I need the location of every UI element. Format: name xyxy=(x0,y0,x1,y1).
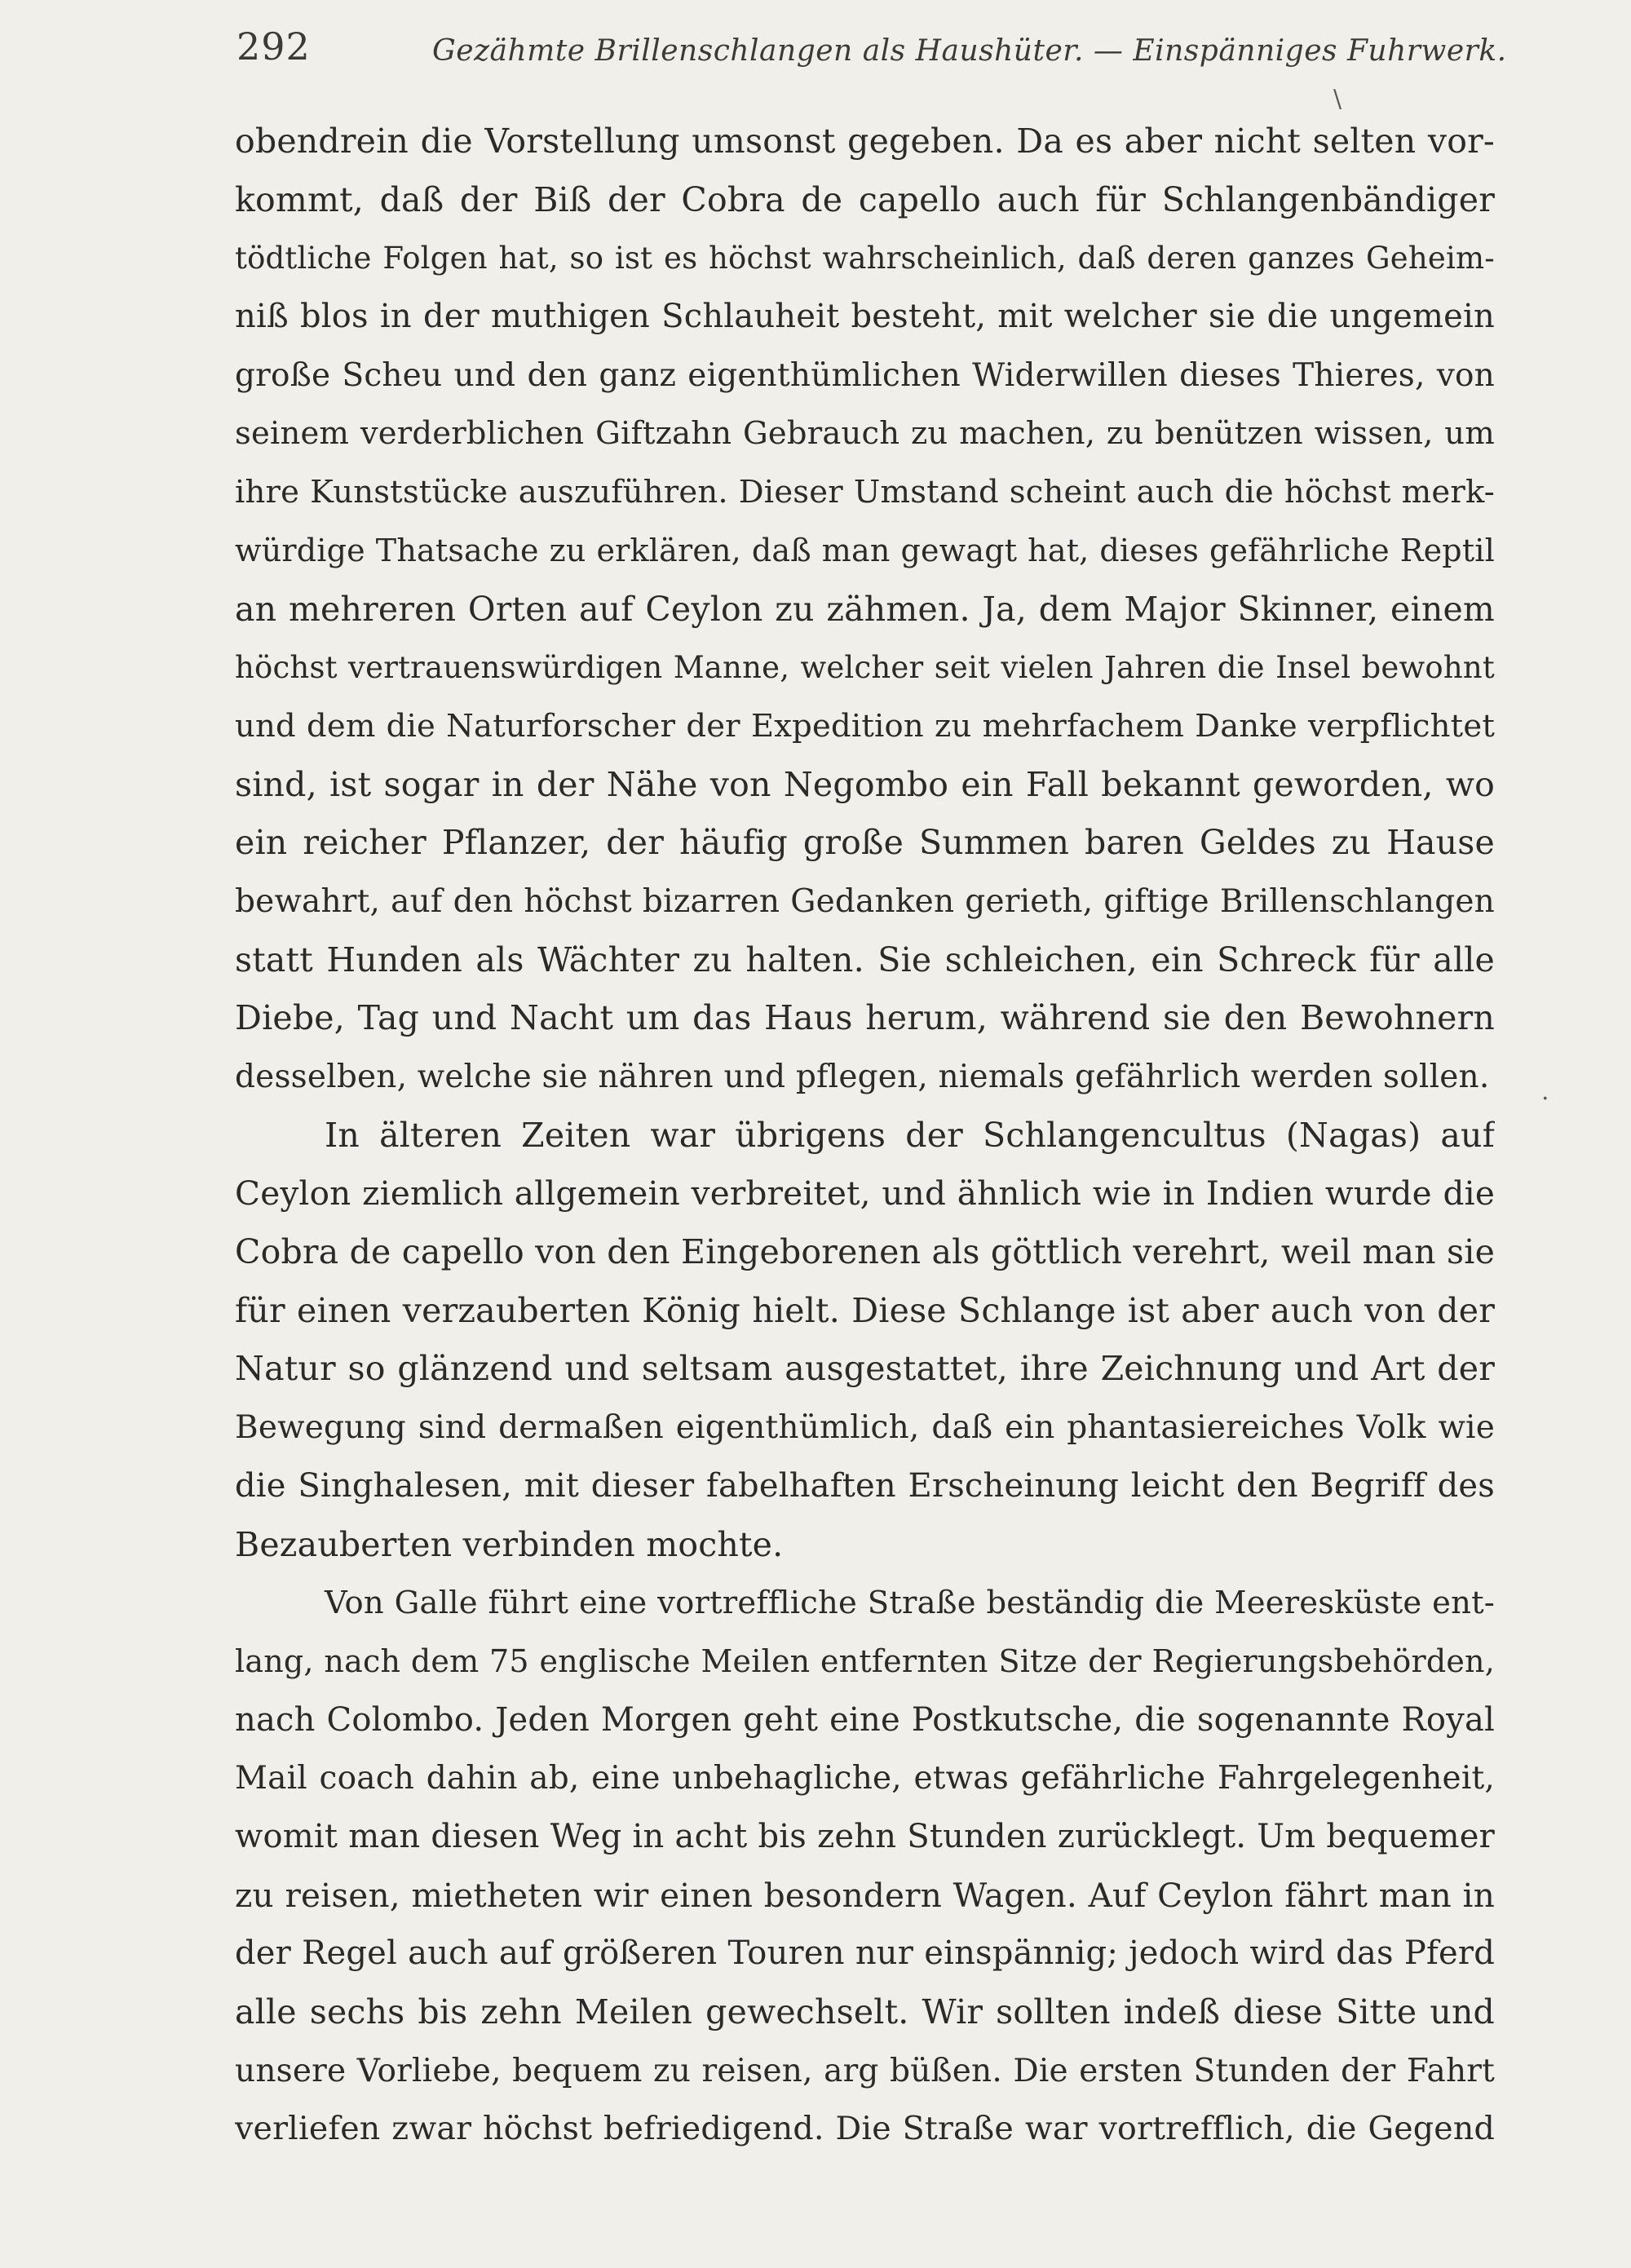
print-speck: \ xyxy=(1333,85,1342,113)
text-line: statt Hunden als Wächter zu halten. Sie schleichen, ein Schreck für alle xyxy=(235,939,1495,979)
text-line: an mehreren Orten auf Ceylon zu zähmen. Ja, dem Major Skinner, einem xyxy=(235,589,1495,629)
text-line: zu reisen, mietheten wir einen besondern Wagen. Auf Ceylon fährt man in xyxy=(235,1875,1495,1915)
running-head: Gezähmte Brillenschlangen als Haushüter. — Einspänniges Fuhrwerk. xyxy=(432,34,1507,68)
text-line: für einen verzauberten König hielt. Diese Schlange ist aber auch von der xyxy=(235,1290,1495,1330)
text-line: ein reicher Pflanzer, der häufig große Summen baren Geldes zu Hause xyxy=(235,823,1495,863)
text-line: höchst vertrauenswürdigen Manne, welcher seit vielen Jahren die Insel bewohnt xyxy=(235,650,1495,686)
body-text xyxy=(235,113,1495,2159)
text-line: würdige Thatsache zu erklären, daß man gewagt hat, dieses gefährliche Reptil xyxy=(235,532,1495,568)
text-line: der Regel auch auf größeren Touren nur einspännig; jedoch wird das Pferd xyxy=(235,1934,1495,1973)
page-header xyxy=(236,24,1509,82)
text-line: unsere Vorliebe, bequem zu reisen, arg büßen. Die ersten Stunden der Fahrt xyxy=(235,2052,1495,2089)
text-line: verliefen zwar höchst befriedigend. Die Straße war vortrefflich, die Gegend xyxy=(235,2110,1495,2148)
text-line: Natur so glänzend und seltsam ausgestattet, ihre Zeichnung und Art der xyxy=(235,1349,1495,1389)
paragraph-3 xyxy=(235,1574,1495,2159)
text-line: seinem verderblichen Giftzahn Gebrauch zu machen, zu benützen wissen, um xyxy=(235,415,1495,453)
text-line: tödtliche Folgen hat, so ist es höchst wahrscheinlich, daß deren ganzes Geheim- xyxy=(235,241,1495,276)
text-line: lang, nach dem 75 englische Meilen entfernten Sitze der Regierungsbehörden, xyxy=(235,1642,1495,1679)
text-line: Von Galle führt eine vortreffliche Straße beständig die Meeresküste ent- xyxy=(325,1585,1495,1622)
text-line: die Singhalesen, mit dieser fabelhaften Erscheinung leicht den Begriff des xyxy=(235,1466,1495,1505)
text-line: kommt, daß der Biß der Cobra de capello auch für Schlangenbändiger xyxy=(235,179,1495,219)
text-line: ihre Kunststücke auszuführen. Dieser Umstand scheint auch die höchst merk- xyxy=(235,474,1495,511)
page-number: 292 xyxy=(236,24,311,69)
text-line: Bezauberten verbinden mochte. xyxy=(235,1524,784,1564)
text-line: Bewegung sind dermaßen eigenthümlich, daß ein phantasiereiches Volk wie xyxy=(235,1409,1495,1447)
text-line: Cobra de capello von den Eingeborenen als göttlich verehrt, weil man sie xyxy=(235,1232,1495,1272)
paragraph-1 xyxy=(235,113,1495,1107)
paragraph-2 xyxy=(235,1107,1495,1575)
text-line: Diebe, Tag und Nacht um das Haus herum, während sie den Bewohnern xyxy=(235,998,1495,1038)
print-speck: · xyxy=(1541,1085,1549,1113)
text-line: womit man diesen Weg in acht bis zehn Stunden zurücklegt. Um bequemer xyxy=(235,1817,1495,1855)
text-line: desselben, welche sie nähren und pflegen, niemals gefährlich werden sollen. xyxy=(235,1059,1490,1095)
text-line: obendrein die Vorstellung umsonst gegeben. Da es aber nicht selten vor- xyxy=(235,122,1495,161)
text-line: und dem die Naturforscher der Expedition zu mehrfachem Danke verpflichtet xyxy=(235,707,1495,745)
text-line: In älteren Zeiten war übrigens der Schlangencultus (Nagas) auf xyxy=(325,1115,1495,1155)
text-line: nach Colombo. Jeden Morgen geht eine Postkutsche, die sogenannte Royal xyxy=(235,1700,1495,1739)
text-line: große Scheu und den ganz eigenthümlichen Widerwillen dieses Thieres, von xyxy=(235,356,1495,394)
text-line: alle sechs bis zehn Meilen gewechselt. Wir sollten indeß diese Sitte und xyxy=(235,1992,1495,2031)
text-line: Mail coach dahin ab, eine unbehagliche, etwas gefährliche Fahrgelegenheit, xyxy=(235,1760,1495,1797)
text-line: Ceylon ziemlich allgemein verbreitet, und ähnlich wie in Indien wurde die xyxy=(235,1174,1495,1214)
text-line: niß blos in der muthigen Schlauheit besteht, mit welcher sie die ungemein xyxy=(235,298,1495,336)
text-line: bewahrt, auf den höchst bizarren Gedanken gerieth, giftige Brillenschlangen xyxy=(235,882,1495,920)
text-line: sind, ist sogar in der Nähe von Negombo ein Fall bekannt geworden, wo xyxy=(235,764,1495,804)
